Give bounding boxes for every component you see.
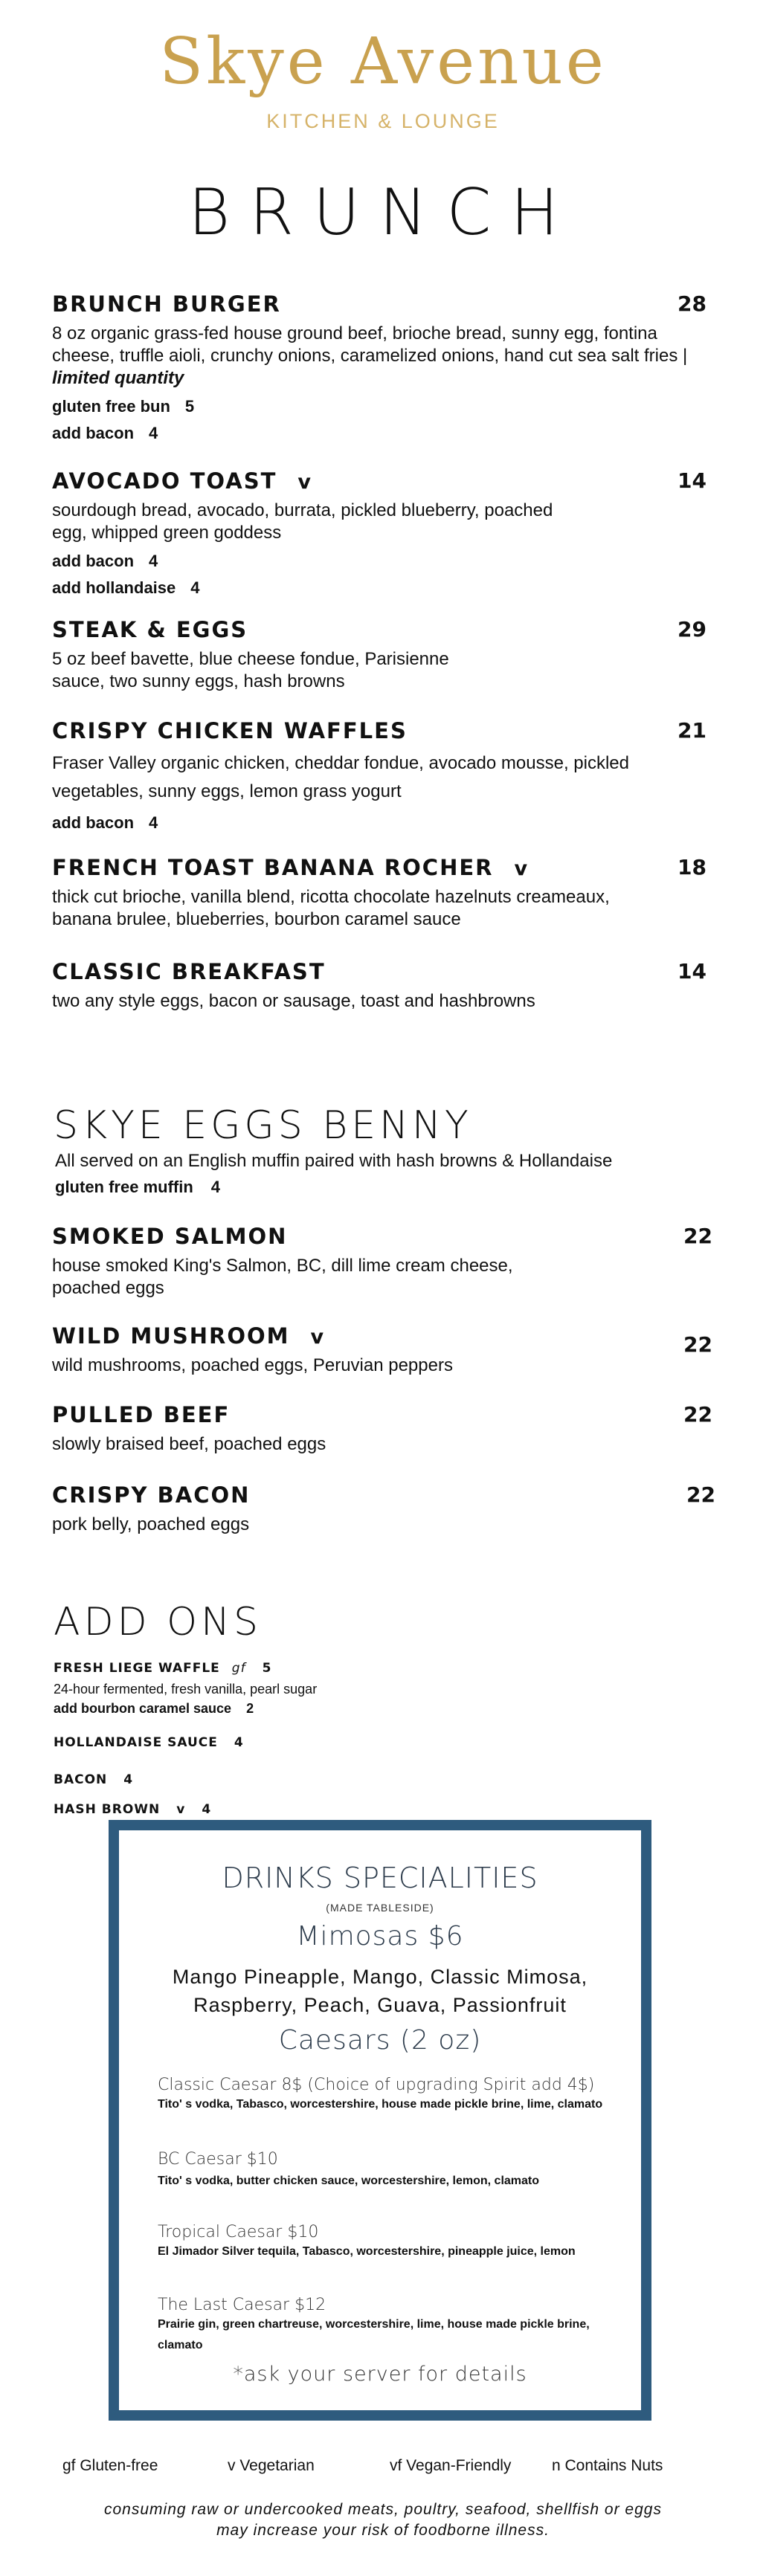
menu-item-classic-breakfast — [52, 959, 707, 1013]
mimosas-title: Mimosas $6 — [296, 1921, 464, 1952]
food-safety-note: consuming raw or undercooked meats, poultry, seafood, shellfish or eggs may increase your risk of foodborne illness. — [104, 2501, 662, 2539]
item-price: 28 — [678, 291, 707, 316]
menu-item-steak-eggs — [52, 617, 707, 693]
item-price: 22 — [683, 1332, 712, 1357]
legend-gluten-free: gf Gluten-free — [62, 2457, 158, 2474]
addon-bacon: BACON 4 — [54, 1772, 134, 1787]
limited-quantity-note: limited quantity — [52, 368, 184, 388]
item-name: AVOCADO TOAST — [52, 468, 277, 494]
caesars-title: Caesars (2 oz) — [278, 2025, 482, 2056]
menu-item-pulled-beef — [52, 1402, 712, 1456]
item-name: WILD MUSHROOM — [52, 1323, 290, 1349]
item-name: SMOKED SALMON — [52, 1224, 288, 1249]
vegetarian-marker: v — [310, 1326, 324, 1349]
item-name: BRUNCH BURGER — [52, 291, 281, 317]
item-description: slowly braised beef, poached eggs — [52, 1434, 326, 1454]
item-name: PULLED BEEF — [52, 1402, 231, 1427]
addon-hollandaise: HOLLANDAISE SAUCE 4 — [54, 1735, 244, 1750]
caesar-item — [158, 2223, 619, 2262]
vegetarian-marker: v — [514, 857, 528, 880]
caesar-desc: Tito' s vodka, Tabasco, worcestershire, house made pickle brine, lime, clamato — [158, 2098, 603, 2111]
item-price: 22 — [683, 1402, 712, 1427]
drinks-note: (MADE TABLESIDE) — [326, 1902, 434, 1914]
addon-waffle: FRESH LIEGE WAFFLE gf 5 — [54, 1661, 272, 1676]
item-name: CRISPY CHICKEN WAFFLES — [52, 718, 408, 743]
addon-waffle-extra: add bourbon caramel sauce 2 — [54, 1701, 254, 1716]
drinks-specialities-box — [109, 1820, 651, 2421]
caesar-item — [158, 2076, 619, 2115]
brand-title: Skye Avenue — [159, 25, 607, 99]
caesar-item — [158, 2296, 619, 2356]
item-description: two any style eggs, bacon or sausage, toast and hashbrowns — [52, 991, 535, 1011]
gluten-free-marker: gf — [231, 1661, 246, 1676]
item-name: FRENCH TOAST BANANA ROCHER — [52, 855, 494, 880]
item-description: sourdough bread, avocado, burrata, pickled blueberry, poached egg, whipped green goddess — [52, 500, 553, 543]
item-description: 5 oz beef bavette, blue cheese fondue, Parisienne sauce, two sunny eggs, hash browns — [52, 649, 449, 691]
item-price: 14 — [678, 959, 707, 984]
benny-intro: All served on an English muffin paired with hash browns & Hollandaise — [55, 1151, 613, 1171]
mimosas-list: Mango Pineapple, Mango, Classic Mimosa, Raspberry, Peach, Guava, Passionfruit — [172, 1966, 588, 2016]
caesar-name: Tropical Caesar $10 — [158, 2223, 319, 2241]
benny-extra: gluten free muffin 4 — [55, 1178, 221, 1196]
item-description: wild mushrooms, poached eggs, Peruvian peppers — [52, 1355, 453, 1375]
benny-heading: SKYE EGGS BENNY — [54, 1103, 472, 1148]
item-price: 22 — [683, 1224, 712, 1248]
item-name: STEAK & EGGS — [52, 617, 248, 642]
addon-line: add bacon 4 — [52, 552, 158, 570]
item-price: 18 — [678, 855, 707, 879]
brand-subtitle: KITCHEN & LOUNGE — [266, 110, 500, 132]
server-note: *ask your server for details — [233, 2363, 527, 2386]
item-description: house smoked King's Salmon, BC, dill lime cream cheese, poached eggs — [52, 1256, 513, 1298]
item-name: CRISPY BACON — [52, 1482, 251, 1508]
caesar-item — [158, 2150, 619, 2189]
addon-line: gluten free bun 5 — [52, 397, 195, 416]
item-name: CLASSIC BREAKFAST — [52, 959, 326, 984]
legend-vegan-friendly: vf Vegan-Friendly — [390, 2457, 512, 2474]
addon-line: add bacon 4 — [52, 813, 158, 832]
addon-line: add hollandaise 4 — [52, 578, 200, 597]
menu-item-wild-mushroom — [52, 1323, 712, 1377]
item-description: pork belly, poached eggs — [52, 1514, 250, 1534]
caesar-name: The Last Caesar $12 — [158, 2296, 326, 2314]
item-price: 29 — [678, 617, 707, 642]
addon-waffle-desc: 24-hour fermented, fresh vanilla, pearl sugar — [54, 1682, 318, 1697]
addon-line: add bacon 4 — [52, 424, 158, 442]
item-price: 21 — [678, 718, 707, 743]
item-price: 14 — [678, 468, 707, 493]
menu-item-brunch-burger — [52, 291, 707, 443]
section-title: BRUNCH — [187, 175, 579, 250]
caesar-desc: Prairie gin, green chartreuse, worcestershire, lime, house made pickle brine, clamato — [158, 2318, 590, 2351]
caesar-name: BC Caesar $10 — [158, 2150, 278, 2169]
legend-vegetarian: v Vegetarian — [228, 2457, 315, 2474]
caesar-desc: Tito' s vodka, butter chicken sauce, worcestershire, lemon, clamato — [158, 2175, 540, 2187]
caesar-name: Classic Caesar 8$ (Choice of upgrading Spirit add 4$) — [158, 2076, 595, 2094]
menu-item-crispy-bacon — [52, 1482, 715, 1536]
drinks-title: DRINKS SPECIALITIES — [222, 1862, 538, 1894]
addon-hash-brown: HASH BROWN v 4 — [54, 1802, 212, 1817]
item-description: 8 oz organic grass-fed house ground beef, brioche bread, sunny egg, fontina cheese, truffle aioli, crunchy onions, caramelized onions, hand cut sea salt fries | limited quantity — [52, 323, 688, 388]
item-price: 22 — [686, 1482, 715, 1507]
item-description: Fraser Valley organic chicken, cheddar fondue, avocado mousse, pickled vegetables, sunny eggs, lemon grass yogurt — [52, 753, 629, 801]
menu-item-avocado-toast — [52, 468, 707, 598]
vegetarian-marker: v — [297, 471, 311, 494]
addons-heading: ADD ONS — [54, 1600, 263, 1644]
item-description: thick cut brioche, vanilla blend, ricotta chocolate hazelnuts creameaux, banana brulee, blueberries, bourbon caramel sauce — [52, 887, 610, 929]
menu-item-crispy-chicken-waffles — [52, 718, 707, 833]
menu-item-french-toast — [52, 855, 707, 931]
menu-item-smoked-salmon — [52, 1224, 712, 1300]
caesar-desc: El Jimador Silver tequila, Tabasco, worcestershire, pineapple juice, lemon — [158, 2245, 576, 2258]
legend-contains-nuts: n Contains Nuts — [552, 2457, 663, 2474]
